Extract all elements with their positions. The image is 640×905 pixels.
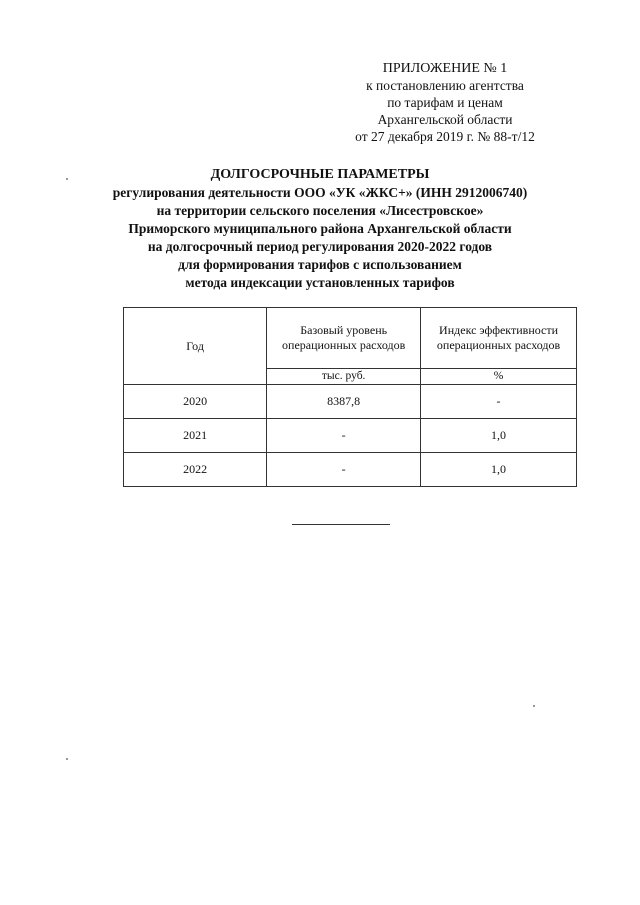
unit-base: тыс. руб.: [267, 369, 421, 385]
title-heading: ДОЛГОСРОЧНЫЕ ПАРАМЕТРЫ: [210, 167, 430, 182]
scan-speck: [533, 705, 535, 707]
attachment-line: по тарифам и ценам: [387, 95, 503, 110]
attachment-line: Архангельской области: [377, 112, 513, 127]
attachment-block: [320, 60, 570, 145]
header-base-level: [267, 308, 421, 369]
title-line: метода индексации установленных тарифов: [185, 275, 455, 290]
cell-index: 1,0: [421, 419, 577, 453]
header-year: Год: [124, 308, 267, 385]
scan-speck: [66, 178, 68, 180]
title-line: на долгосрочный период регулирования 2020-2022 годов: [147, 239, 493, 254]
table-header-row: [124, 308, 577, 369]
header-index-line: операционных расходов: [436, 338, 561, 352]
table-row: [124, 419, 577, 453]
cell-year: 2022: [124, 453, 267, 487]
header-efficiency-index: [421, 308, 577, 369]
cell-index: -: [421, 385, 577, 419]
separator-line: [292, 524, 390, 525]
scan-speck: [66, 758, 68, 760]
attachment-line: к постановлению агентства: [366, 78, 524, 93]
cell-year: 2021: [124, 419, 267, 453]
header-base-line: операционных расходов: [282, 338, 406, 352]
table-row: [124, 385, 577, 419]
title-line: регулирования деятельности ООО «УК «ЖКС+» (ИНН 2912006740): [112, 185, 528, 200]
parameters-table: [123, 307, 577, 487]
table-row: [124, 453, 577, 487]
document-title: [80, 166, 560, 292]
header-base-line: Базовый уровень: [300, 323, 388, 337]
header-index-line: Индекс эффективности: [439, 323, 559, 337]
title-line: для формирования тарифов с использованием: [178, 257, 462, 272]
cell-base: 8387,8: [267, 385, 421, 419]
cell-base: -: [267, 453, 421, 487]
unit-index: %: [421, 369, 577, 385]
title-line: Приморского муниципального района Архангельской области: [128, 221, 512, 236]
cell-index: 1,0: [421, 453, 577, 487]
attachment-date-line: от 27 декабря 2019 г. № 88-т/12: [355, 129, 535, 144]
title-line: на территории сельского поселения «Лисестровское»: [156, 203, 484, 218]
cell-year: 2020: [124, 385, 267, 419]
attachment-number: ПРИЛОЖЕНИЕ № 1: [382, 61, 508, 76]
cell-base: -: [267, 419, 421, 453]
